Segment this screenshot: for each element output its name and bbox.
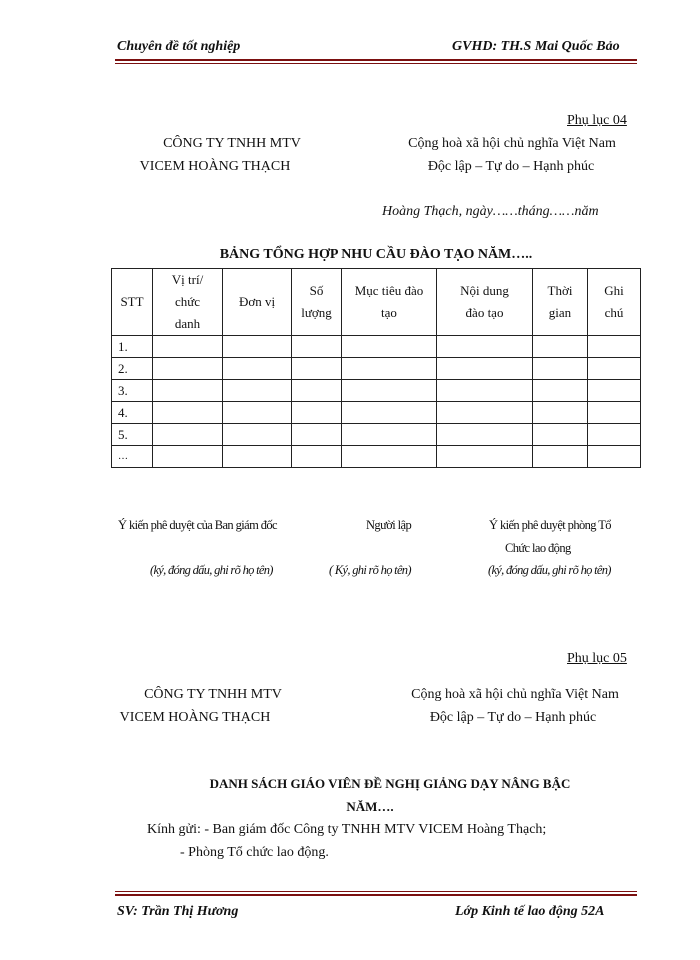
header-cell-quantity: Số lượng [292, 269, 342, 336]
table-row [112, 446, 641, 468]
appendix5-company-line1: CÔNG TY TNHH MTV [144, 687, 282, 702]
table-header-row [112, 269, 641, 336]
header-cell-position: Vị trí/ chức danh [153, 269, 223, 336]
header-left-text: Chuyên đề tốt nghiệp [117, 39, 241, 54]
signature-right-note: (ký, đóng dấu, ghi rõ họ tên) [488, 563, 611, 577]
appendix4-nation-line2: Độc lập – Tự do – Hạnh phúc [427, 159, 595, 174]
header-cell-note: Ghi chú [588, 269, 641, 336]
header-rule-thick [115, 59, 637, 61]
appendix5-label: Phụ lục 05 [567, 651, 627, 666]
row-number-cell: 2. [112, 358, 153, 380]
header-cell-content: Nội dung đào tạo [437, 269, 533, 336]
signature-mid-note: ( Ký, ghi rõ họ tên) [329, 563, 411, 577]
row-number-cell: … [112, 446, 153, 468]
header-cell-time: Thời gian [533, 269, 588, 336]
signature-right-title-1: Ý kiến phê duyệt phòng Tổ [489, 518, 611, 532]
header-cell-stt: STT [112, 269, 153, 336]
appendix5-title-line2: NĂM…. [346, 799, 394, 814]
appendix5-recipient-line1: Kính gửi: - Ban giám đốc Công ty TNHH MTV VICEM Hoàng Thạch; [147, 822, 547, 837]
appendix4-nation-line1: Cộng hoà xã hội chủ nghĩa Việt Nam [408, 136, 616, 151]
appendix5-nation-line2: Độc lập – Tự do – Hạnh phúc [429, 710, 597, 725]
appendix4-label: Phụ lục 04 [567, 113, 627, 128]
table-row [112, 358, 641, 380]
table-row [112, 424, 641, 446]
appendix4-title: BẢNG TỔNG HỢP NHU CẦU ĐÀO TẠO NĂM….. [219, 247, 533, 262]
row-number-cell: 5. [112, 424, 153, 446]
appendix5-company-line2: VICEM HOÀNG THẠCH [119, 710, 271, 725]
footer-rule-thin [115, 891, 637, 892]
training-needs-table [111, 268, 641, 468]
header-cell-objective: Mục tiêu đào tạo [342, 269, 437, 336]
row-number-cell: 3. [112, 380, 153, 402]
header-cell-unit: Đơn vị [223, 269, 292, 336]
signature-right-title-2: Chức lao động [505, 541, 571, 555]
table-row [112, 402, 641, 424]
signature-left-title: Ý kiến phê duyệt của Ban giám đốc [118, 518, 277, 532]
footer-right-text: Lớp Kinh tế lao động 52A [455, 904, 605, 919]
header-right-text: GVHD: TH.S Mai Quốc Bảo [452, 39, 620, 54]
footer-rule-thick [115, 894, 637, 896]
header-rule-thin [115, 63, 637, 64]
table-row [112, 336, 641, 358]
appendix4-company-line2: VICEM HOÀNG THẠCH [139, 159, 291, 174]
table-row [112, 380, 641, 402]
appendix5-title-line1: DANH SÁCH GIÁO VIÊN ĐỀ NGHỊ GIẢNG DẠY NÂNG BẬC [209, 776, 571, 791]
row-number-cell: 4. [112, 402, 153, 424]
appendix4-date-line: Hoàng Thạch, ngày……tháng……năm [382, 204, 599, 219]
footer-left-text: SV: Trần Thị Hương [117, 904, 239, 919]
row-number-cell: 1. [112, 336, 153, 358]
appendix5-recipient-line2: - Phòng Tổ chức lao động. [180, 845, 329, 860]
signature-mid-title: Người lập [366, 518, 412, 532]
appendix4-company-line1: CÔNG TY TNHH MTV [163, 136, 301, 151]
signature-left-note: (ký, đóng dấu, ghi rõ họ tên) [150, 563, 273, 577]
appendix5-nation-line1: Cộng hoà xã hội chủ nghĩa Việt Nam [411, 687, 619, 702]
